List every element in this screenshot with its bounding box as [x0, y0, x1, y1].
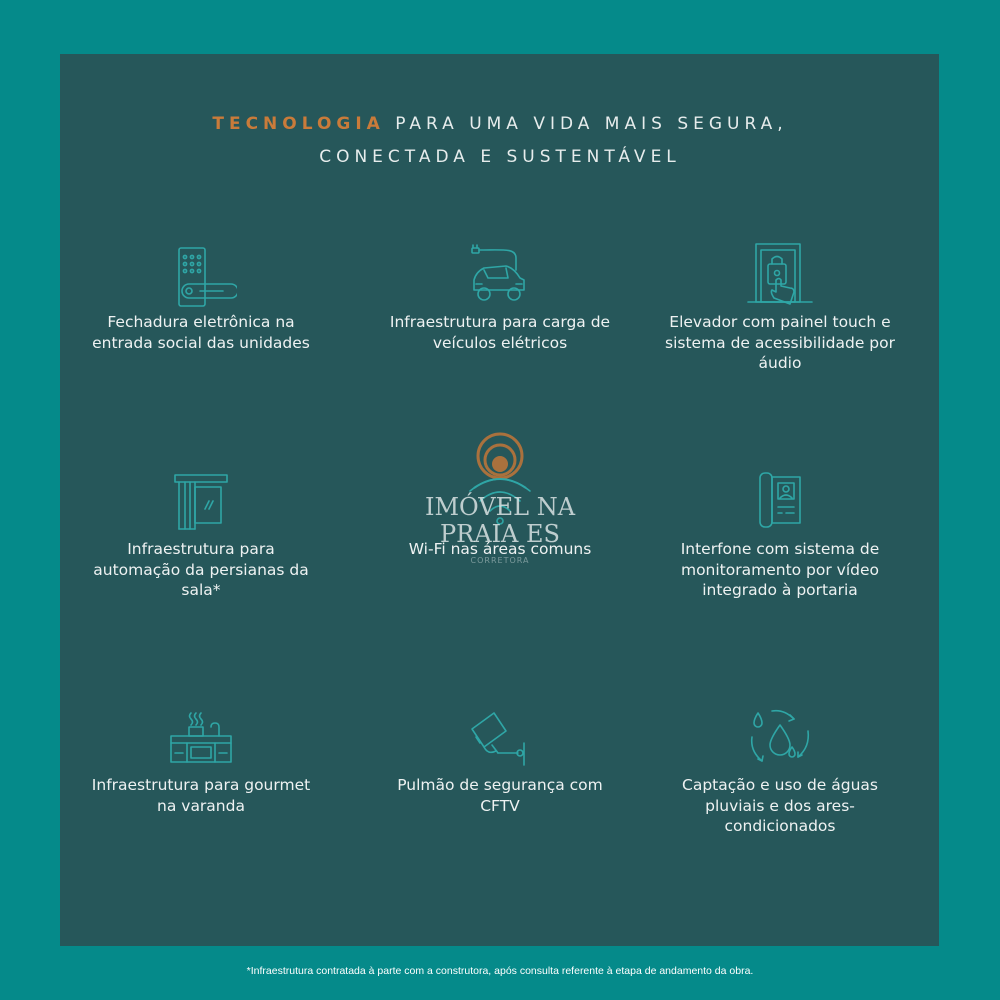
feature-label: Infraestrutura para gourmet na varanda [91, 776, 311, 815]
feature-water-recycle [665, 703, 895, 837]
feature-label: Interfone com sistema de monitoramento por vídeo integrado à portaria [680, 540, 880, 599]
feature-label: Infraestrutura para carga de veículos elétricos [389, 313, 611, 352]
blinds-icon [165, 467, 237, 539]
feature-electric-car [385, 240, 615, 353]
watermark-line-2: PRAIA ES [440, 520, 560, 548]
electronic-lock-icon [165, 240, 237, 312]
watermark-subtext: CORRETORA [470, 556, 530, 565]
feature-blinds [86, 467, 316, 601]
title-line-1 [0, 108, 1000, 141]
feature-label: Wi-Fi nas áreas comuns [408, 540, 592, 558]
feature-label: Elevador com painel touch e sistema de acessibilidade por áudio [665, 313, 896, 372]
gourmet-kitchen-icon [165, 703, 237, 775]
elevator-touch-icon [744, 240, 816, 312]
water-recycle-icon [744, 703, 816, 775]
title-line-2: CONECTADA E SUSTENTÁVEL [319, 147, 681, 167]
wifi-icon [464, 467, 536, 539]
intercom-icon [744, 467, 816, 539]
feature-label: Pulmão de segurança com CFTV [397, 776, 603, 815]
feature-label: Captação e uso de águas pluviais e dos ares-condicionados [682, 776, 878, 835]
feature-gourmet [86, 703, 316, 816]
title-line-1-rest: PARA UMA VIDA MAIS SEGURA, [395, 114, 788, 134]
electric-car-icon [464, 240, 536, 312]
cctv-camera-icon [464, 703, 536, 775]
feature-cctv [385, 703, 615, 816]
footnote: *Infraestrutura contratada à parte com a construtora, após consulta referente à etapa de andamento da obra. [246, 965, 754, 977]
feature-wifi [385, 467, 615, 560]
feature-intercom [665, 467, 895, 601]
feature-label: Infraestrutura para automação da persianas da sala* [93, 540, 309, 599]
watermark-line-1: IMÓVEL NA [424, 493, 576, 521]
page-title [0, 108, 1000, 174]
feature-electronic-lock [86, 240, 316, 353]
feature-label: Fechadura eletrônica na entrada social das unidades [92, 313, 310, 352]
feature-elevator [665, 240, 895, 374]
title-accent-word: TECNOLOGIA [212, 114, 385, 134]
